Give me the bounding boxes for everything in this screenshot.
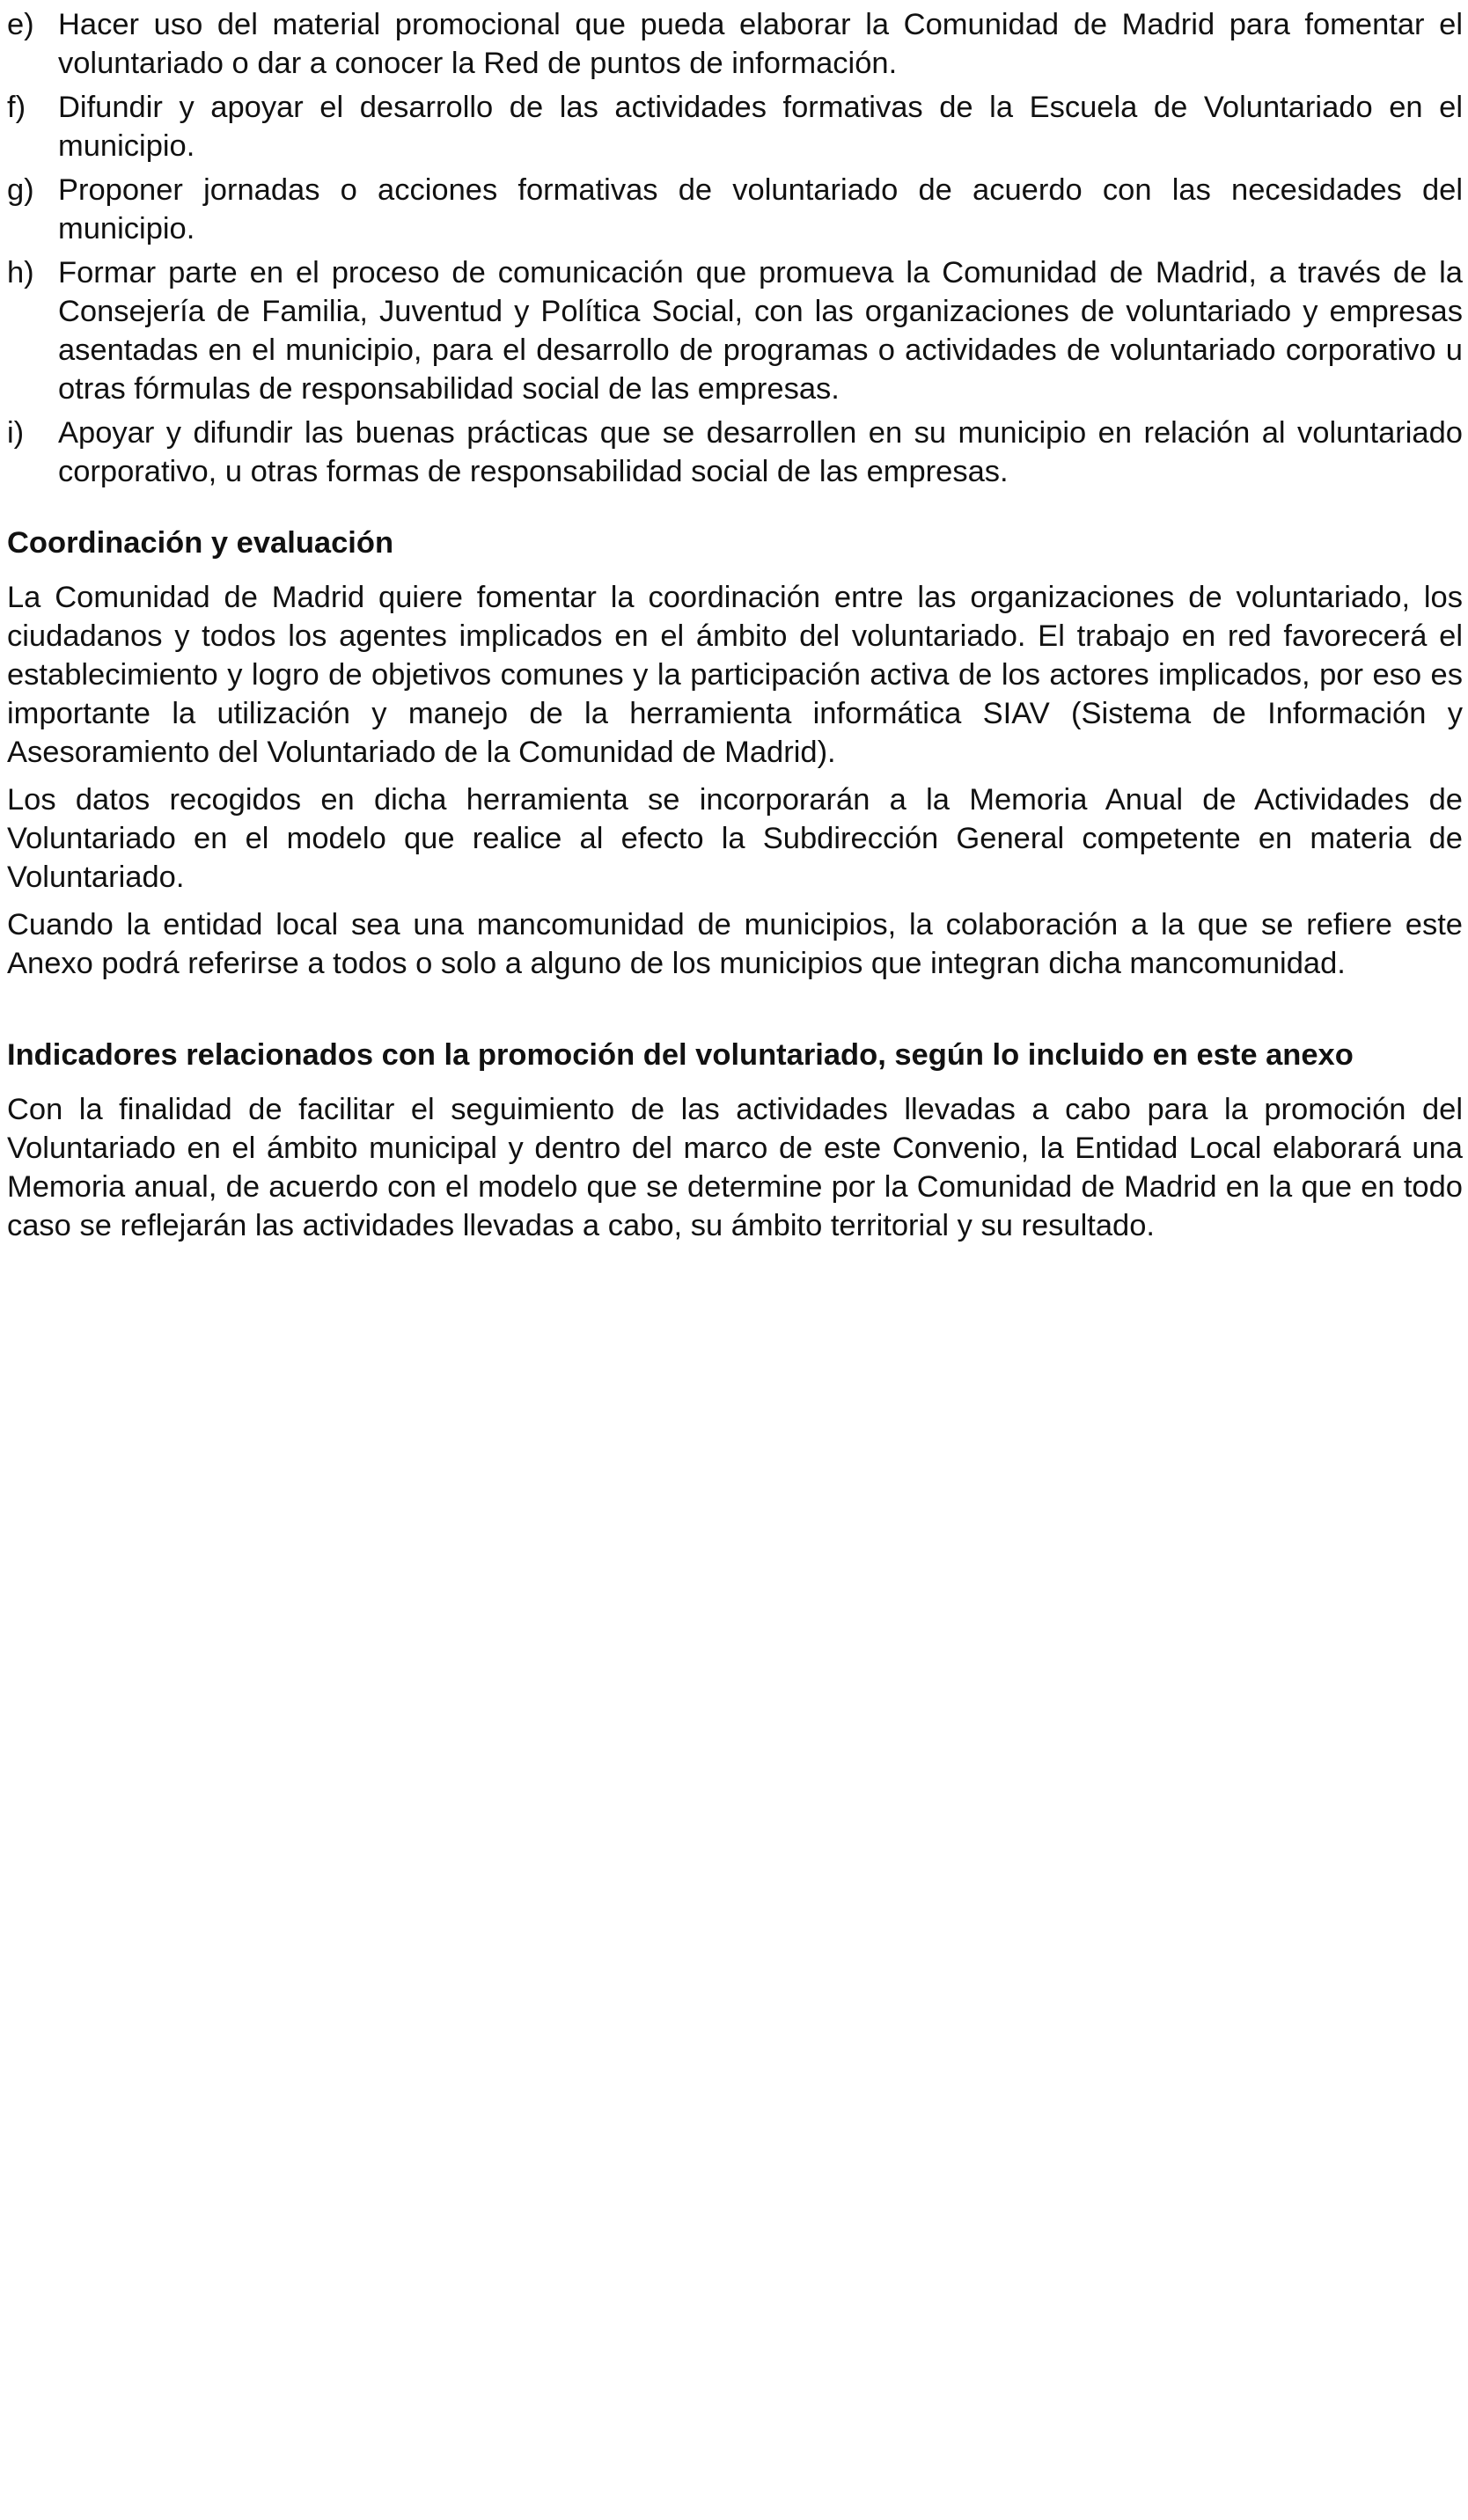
section-heading-indicadores: Indicadores relacionados con la promoción del voluntariado, según lo incluido en este anexo (7, 1038, 1354, 1072)
section-heading-coordinacion: Coordinación y evaluación (7, 526, 394, 560)
list-item (7, 88, 1463, 165)
list-item (7, 253, 1463, 408)
list-item-text: Proponer jornadas o acciones formativas de voluntariado de acuerdo con las necesidades del municipio. (58, 173, 1463, 245)
list-item-text: Formar parte en el proceso de comunicación que promueva la Comunidad de Madrid, a través de la Consejería de Familia, Juventud y Política Social, con las organizaciones de voluntariado y empresas asentadas en el municipio, para el desarrollo de programas o actividades de voluntariado corporativo u otras fórmulas de responsabilidad social de las empresas. (58, 256, 1463, 406)
list-item (7, 5, 1463, 83)
paragraph: La Comunidad de Madrid quiere fomentar la coordinación entre las organizaciones de voluntariado, los ciudadanos y todos los agentes implicados en el ámbito del voluntariado. El trabajo en red favorecerá el establecimiento y logro de objetivos comunes y la participación activa de los actores implicados, por eso es importante la utilización y manejo de la herramienta informática SIAV (Sistema de Información y Asesoramiento del Voluntariado de la Comunidad de Madrid). (7, 581, 1463, 769)
list-marker: e) (7, 8, 34, 41)
list-marker: g) (7, 173, 34, 207)
list-marker: i) (7, 416, 25, 450)
obligations-list (7, 5, 1463, 491)
list-item (7, 171, 1463, 248)
list-marker: h) (7, 256, 34, 289)
list-marker: f) (7, 91, 26, 124)
list-item (7, 414, 1463, 491)
paragraph: Cuando la entidad local sea una mancomunidad de municipios, la colaboración a la que se refiere este Anexo podrá referirse a todos o solo a alguno de los municipios que integran dicha mancomunidad. (7, 908, 1463, 980)
document-page (7, 5, 1463, 1254)
list-item-text: Difundir y apoyar el desarrollo de las actividades formativas de la Escuela de Voluntariado en el municipio. (58, 91, 1463, 163)
list-item-text: Apoyar y difundir las buenas prácticas que se desarrollen en su municipio en relación al voluntariado corporativo, u otras formas de responsabilidad social de las empresas. (58, 416, 1463, 488)
list-item-text: Hacer uso del material promocional que pueda elaborar la Comunidad de Madrid para fomentar el voluntariado o dar a conocer la Red de puntos de información. (58, 8, 1463, 80)
paragraph: Los datos recogidos en dicha herramienta se incorporarán a la Memoria Anual de Actividades de Voluntariado en el modelo que realice al efecto la Subdirección General competente en materia de Voluntariado. (7, 783, 1463, 894)
paragraph: Con la finalidad de facilitar el seguimiento de las actividades llevadas a cabo para la promoción del Voluntariado en el ámbito municipal y dentro del marco de este Convenio, la Entidad Local elaborará una Memoria anual, de acuerdo con el modelo que se determine por la Comunidad de Madrid en la que en todo caso se reflejarán las actividades llevadas a cabo, su ámbito territorial y su resultado. (7, 1093, 1463, 1242)
